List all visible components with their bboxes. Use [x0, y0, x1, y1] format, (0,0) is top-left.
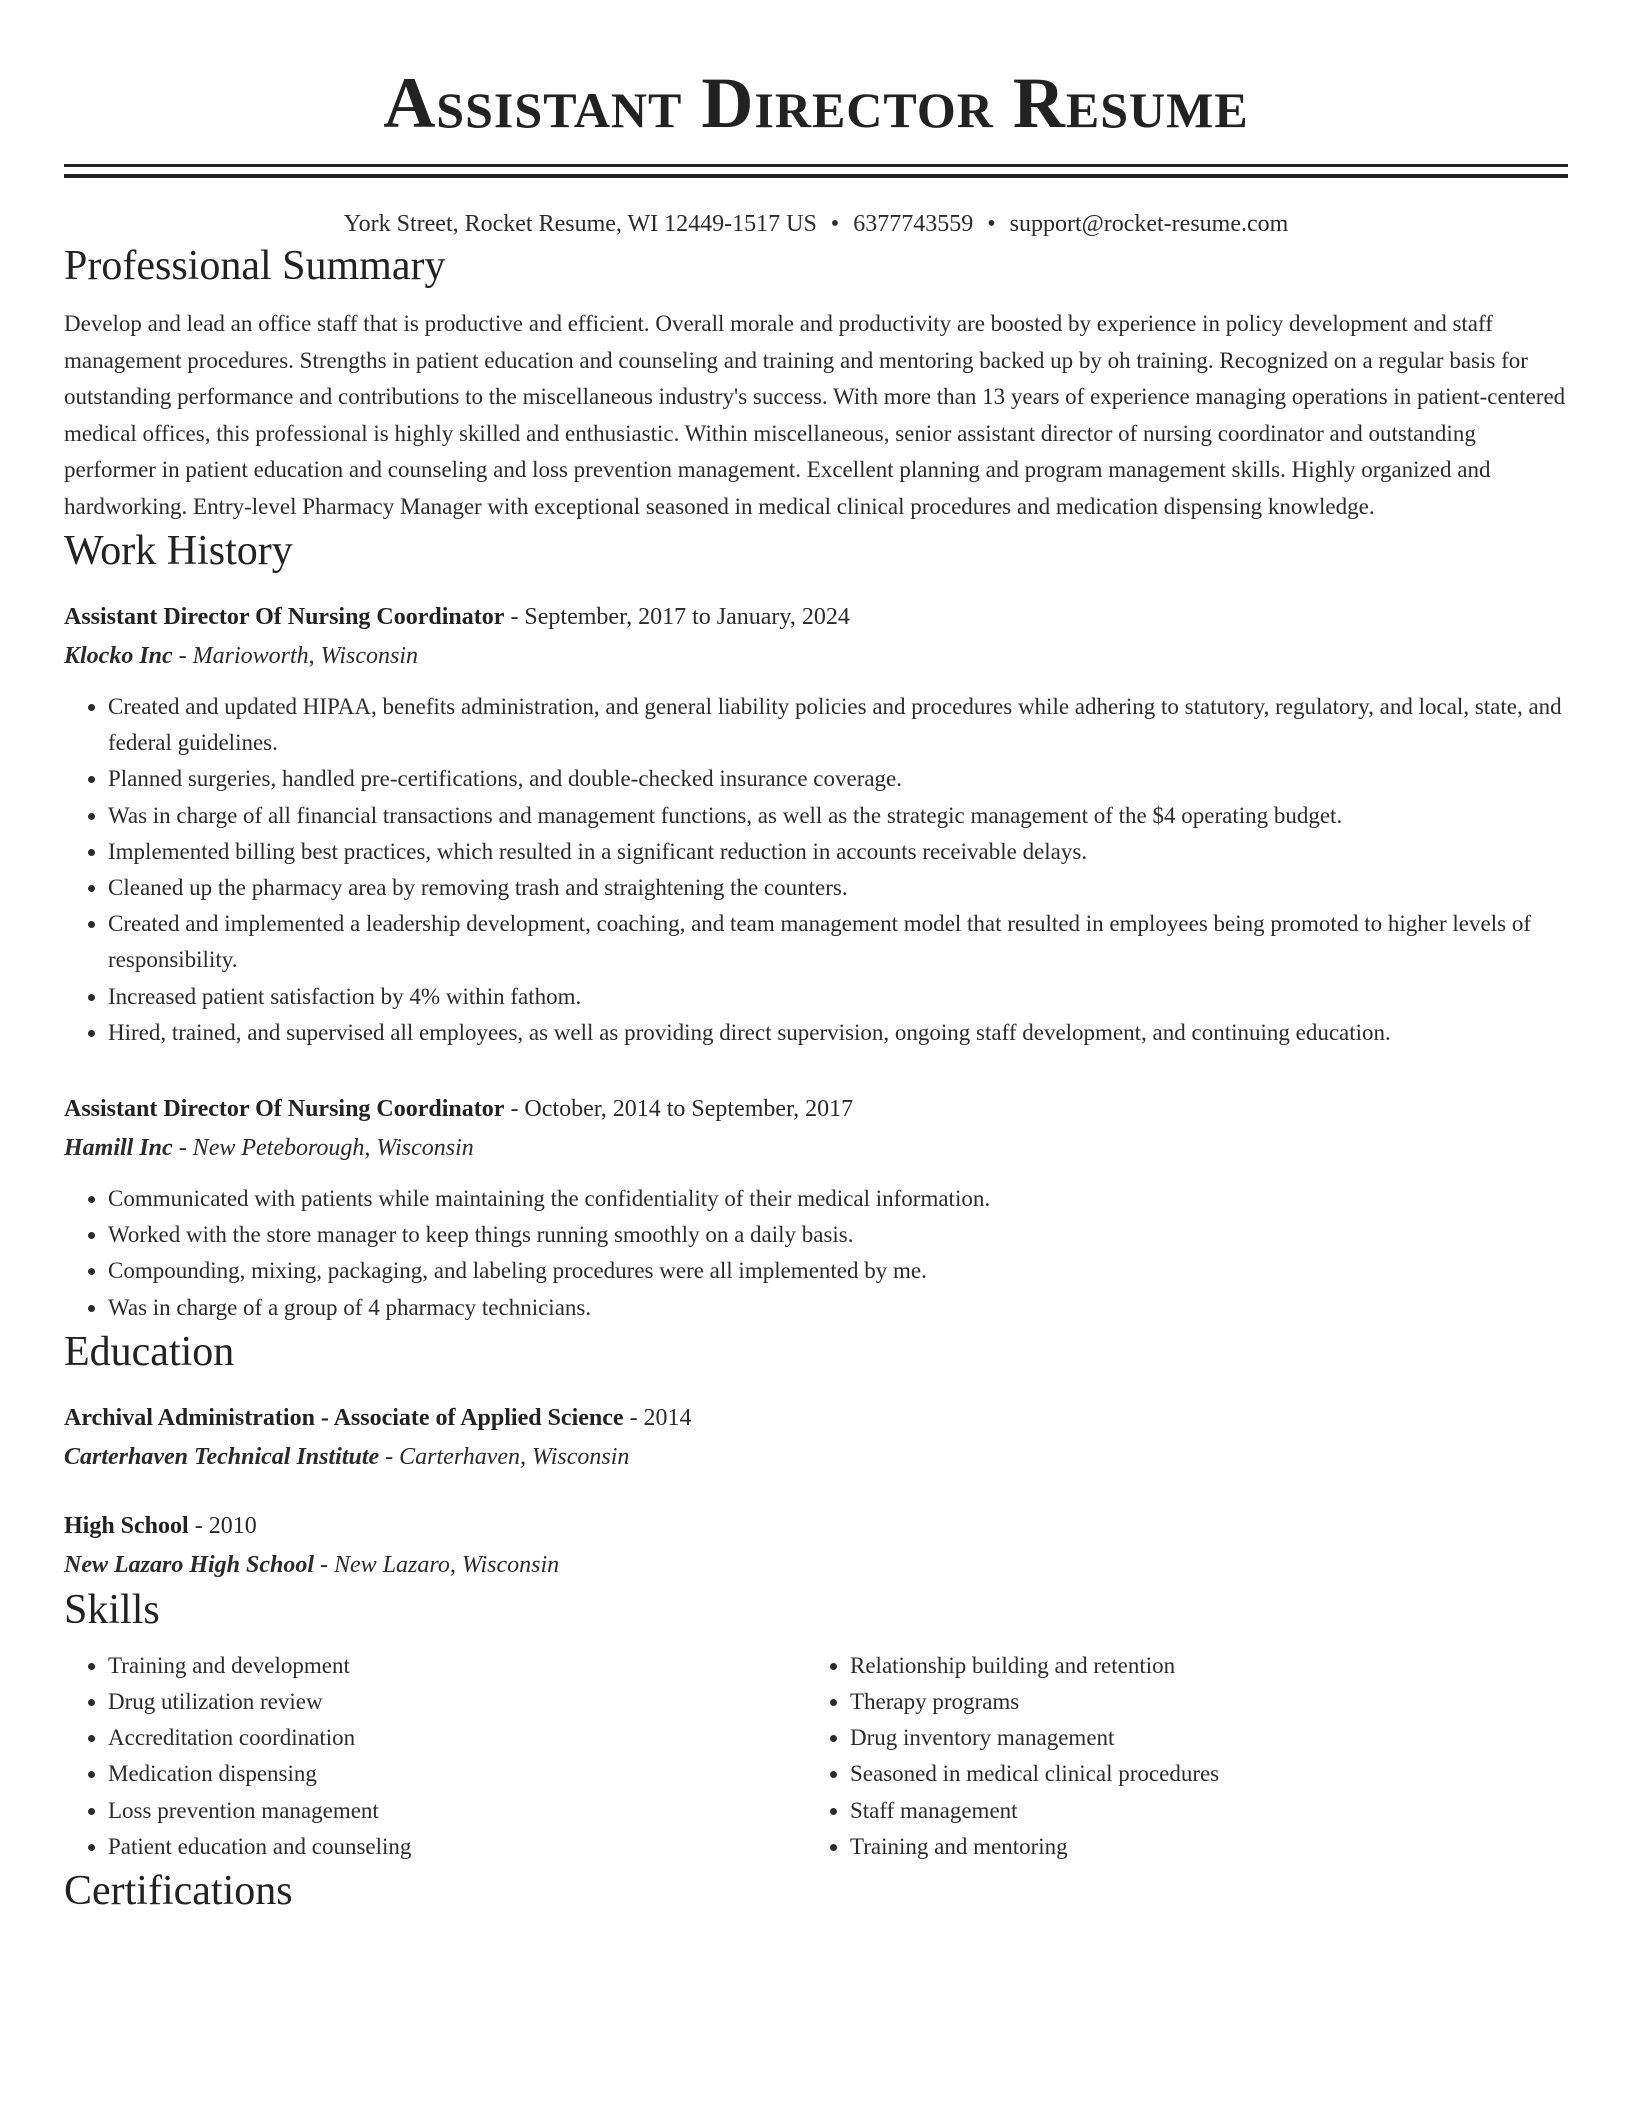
list-item: • Hired, trained, and supervised all employees, as well as providing direct supervision, ongoing staff development, and continuing education. [108, 1015, 1568, 1051]
contact-line [64, 208, 1568, 240]
list-item: • Worked with the store manager to keep things running smoothly on a daily basis. [108, 1217, 1568, 1253]
job-entry [64, 597, 1568, 1051]
job-dates: - September, 2017 to January, 2024 [504, 604, 850, 630]
contact-separator: • [830, 211, 840, 237]
skills-list-right [806, 1648, 1548, 1865]
list-item: • Communicated with patients while maintaining the confidentiality of their medical information. [108, 1181, 1568, 1217]
list-item: • Training and mentoring [850, 1829, 1548, 1865]
list-item: • Was in charge of a group of 4 pharmacy technicians. [108, 1290, 1568, 1326]
job-dates: - October, 2014 to September, 2017 [504, 1096, 854, 1123]
skills-columns [64, 1648, 1568, 1865]
skills-heading: Skills [64, 1586, 160, 1633]
title-double-rule [64, 164, 1568, 178]
skills-list-left [64, 1648, 806, 1865]
education-entry [64, 1398, 1568, 1476]
education-location: - New Lazaro, Wisconsin [314, 1551, 560, 1578]
job-company: Hamill Inc [64, 1135, 173, 1162]
job-duties-list [64, 1181, 1568, 1326]
education-heading: Education [64, 1328, 235, 1375]
list-item: • Seasoned in medical clinical procedures [850, 1756, 1548, 1792]
education-school-line [64, 1438, 1568, 1476]
education-degree: Archival Administration - Associate of Applied Science [64, 1404, 624, 1431]
list-item: • Loss prevention management [108, 1793, 806, 1829]
job-company: Klocko Inc [64, 643, 173, 669]
list-item: • Planned surgeries, handled pre-certifications, and double-checked insurance coverage. [108, 761, 1568, 797]
list-item: • Patient education and counseling [108, 1829, 806, 1865]
contact-address: York Street, Rocket Resume, WI 12449-1517 US [343, 211, 817, 237]
resume-page [64, 0, 1568, 1917]
education-degree-line [64, 1506, 1568, 1546]
education-school: Carterhaven Technical Institute [64, 1443, 380, 1470]
job-title: Assistant Director Of Nursing Coordinator [64, 604, 505, 630]
job-title-line [64, 1089, 1568, 1129]
job-company-line [64, 1129, 1568, 1167]
list-item: • Implemented billing best practices, which resulted in a significant reduction in accounts receivable delays. [108, 834, 1568, 870]
list-item: • Created and updated HIPAA, benefits administration, and general liability policies and procedures while adhering to statutory, regulatory, and local, state, and federal guidelines. [108, 689, 1568, 761]
list-item: • Compounding, mixing, packaging, and labeling procedures were all implemented by me. [108, 1253, 1568, 1289]
resume-title: Assistant Director Resume [383, 63, 1249, 143]
education-location: - Carterhaven, Wisconsin [379, 1443, 630, 1470]
list-item: • Accreditation coordination [108, 1720, 806, 1756]
job-company-line [64, 637, 1568, 675]
education-entry [64, 1506, 1568, 1584]
summary-text: Develop and lead an office staff that is productive and efficient. Overall morale and productivity are boosted by experience in policy development and staff management procedures. Strengths in patient education and counseling and training and mentoring backed up by oh training. Recognized on a regular basis for outstanding performance and contributions to the miscellaneous industry's success. With more than 13 years of experience managing operations in patient-centered medical offices, this professional is highly skilled and enthusiastic. Within miscellaneous, senior assistant director of nursing coordinator and outstanding performer in patient education and counseling and loss prevention management. Excellent planning and program management skills. Highly organized and hardworking. Entry-level Pharmacy Manager with exceptional seasoned in medical clinical procedures and medication dispensing knowledge. [64, 311, 1566, 519]
job-entry [64, 1089, 1568, 1326]
education-degree-line [64, 1398, 1568, 1438]
list-item: • Created and implemented a leadership development, coaching, and team management model that resulted in employees being promoted to higher levels of responsibility. [108, 906, 1568, 978]
education-year: - 2010 [188, 1512, 257, 1539]
list-item: • Medication dispensing [108, 1756, 806, 1792]
list-item: • Therapy programs [850, 1684, 1548, 1720]
job-location: - Marioworth, Wisconsin [172, 643, 419, 669]
list-item: • Staff management [850, 1793, 1548, 1829]
job-title: Assistant Director Of Nursing Coordinator [64, 1096, 505, 1123]
certifications-heading: Certifications [64, 1868, 293, 1915]
education-year: - 2014 [623, 1404, 692, 1431]
list-item: • Relationship building and retention [850, 1648, 1548, 1684]
contact-separator: • [987, 211, 996, 237]
summary-heading: Professional Summary [64, 243, 446, 289]
education-school: New Lazaro High School [64, 1551, 315, 1578]
list-item: • Training and development [108, 1648, 806, 1684]
list-item: • Cleaned up the pharmacy area by removing trash and straightening the counters. [108, 870, 1568, 906]
education-degree: High School [64, 1512, 189, 1539]
list-item: • Drug inventory management [850, 1720, 1548, 1756]
job-title-line [64, 597, 1568, 637]
list-item: • Increased patient satisfaction by 4% within fathom. [108, 979, 1568, 1015]
job-location: - New Peteborough, Wisconsin [172, 1135, 474, 1162]
list-item: • Drug utilization review [108, 1684, 806, 1720]
list-item: • Was in charge of all financial transactions and management functions, as well as the strategic management of the $4 operating budget. [108, 798, 1568, 834]
contact-phone: 6377743559 [853, 211, 974, 237]
contact-email: support@rocket-resume.com [1009, 211, 1289, 237]
education-school-line [64, 1546, 1568, 1584]
work-history-heading: Work History [64, 528, 293, 574]
job-duties-list [64, 689, 1568, 1051]
